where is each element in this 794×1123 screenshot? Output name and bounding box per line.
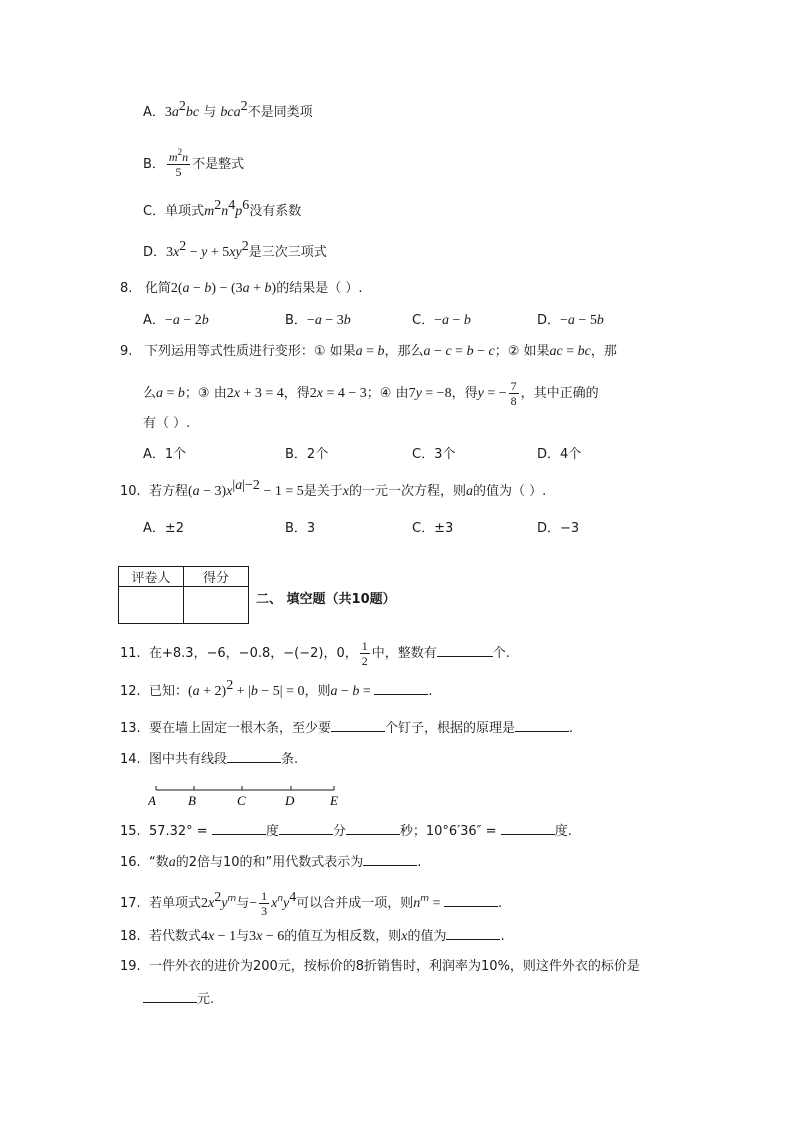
- section-2-title: 二、 填空题（共10题）: [256, 592, 396, 607]
- q15-degree-blank-2[interactable]: [501, 821, 555, 835]
- question-9-line3: 有（ ）.: [143, 416, 191, 431]
- question-19-line2: 元.: [143, 989, 214, 1009]
- score-table: [118, 566, 249, 624]
- q18-answer-blank[interactable]: [446, 926, 500, 940]
- score-table-reviewer-cell[interactable]: [119, 587, 184, 624]
- q9-option-b[interactable]: B．2个: [285, 447, 329, 462]
- q10-option-d[interactable]: D．−3: [537, 521, 580, 536]
- segment-diagram: [148, 780, 348, 810]
- fraction-7-over-8: $\frac{7}{8}$: [510, 379, 517, 408]
- question-14: 14. 图中共有线段 条.: [120, 749, 298, 769]
- q15-degree-blank[interactable]: [212, 821, 266, 835]
- point-label-a: A: [148, 793, 156, 808]
- score-table-reviewer-header: 评卷人: [119, 567, 184, 587]
- question-18: 18. 若代数式4x − 1与3x − 6的值互为相反数，则x的值为 .: [120, 926, 505, 946]
- q15-minute-blank[interactable]: [279, 821, 333, 835]
- q19-answer-blank[interactable]: [143, 989, 197, 1003]
- q9-option-d[interactable]: D．4个: [537, 447, 582, 462]
- fraction-1-over-3: $\frac{1}{3}$: [261, 889, 268, 918]
- question-16: 16. “数a的2倍与10的和”用代数式表示为 .: [120, 852, 421, 872]
- point-label-b: B: [188, 793, 196, 808]
- q10-option-b[interactable]: B．3: [285, 521, 316, 536]
- question-12: 12. 已知：$(a + 2)^2 + |b - 5| = 0$，则a − b = .: [120, 678, 433, 699]
- q15-second-blank[interactable]: [346, 821, 400, 835]
- q7-option-a: A．$3a^2bc$ 与 bca$^2$不是同类项: [143, 99, 313, 120]
- fraction-1-over-2: $\frac{1}{2}$: [361, 639, 368, 668]
- q12-answer-blank[interactable]: [374, 681, 428, 695]
- question-11: 11. 在+8.3，−6，−0.8，−(−2)，0， $\frac{1}{2}$ 中，整数有 个.: [120, 639, 510, 668]
- score-table-score-cell[interactable]: [184, 587, 249, 624]
- question-17: 17. 若单项式$2x^2y^m$与− $\frac{1}{3}$ $x^ny^4$可以合并成一项，则$n^m$ = .: [120, 889, 503, 918]
- q10-option-a[interactable]: A．±2: [143, 521, 185, 536]
- q16-answer-blank[interactable]: [363, 852, 417, 866]
- q17-answer-blank[interactable]: [444, 893, 498, 907]
- fraction-m2n-over-5: $\frac{m^2n}{5}$: [168, 147, 189, 179]
- point-label-e: E: [330, 793, 338, 808]
- q14-answer-blank[interactable]: [227, 749, 281, 763]
- q8-option-d[interactable]: D．−a − 5b: [537, 313, 604, 328]
- question-8: 8. 化简2(a − b) − (3a + b)的结果是（ ）.: [120, 281, 363, 296]
- q11-answer-blank[interactable]: [437, 643, 493, 657]
- point-label-c: C: [237, 793, 246, 808]
- question-9-line2: 么a = b；③ 由2x + 3 = 4，得2x = 4 − 3；④ 由7y = −8，得y = − $\frac{7}{8}$ ，其中正确的: [143, 379, 599, 408]
- q7-option-d: D．$3x^2 - y + 5xy^2$是三次三项式: [143, 239, 327, 260]
- q13-answer-blank-2[interactable]: [515, 718, 569, 732]
- q10-option-c[interactable]: C．±3: [412, 521, 454, 536]
- question-19-line1: 19. 一件外衣的进价为200元，按标价的8折销售时，利润率为10%，则这件外衣的标价是: [120, 959, 640, 974]
- q13-answer-blank-1[interactable]: [331, 718, 385, 732]
- q8-option-b[interactable]: B．−a − 3b: [285, 313, 351, 328]
- question-13: 13. 要在墙上固定一根木条，至少要 个钉子，根据的原理是 .: [120, 718, 573, 738]
- q8-option-c[interactable]: C．−a − b: [412, 313, 471, 328]
- question-9-line1: 9. 下列运用等式性质进行变形：① 如果a = b，那么a − c = b − c；② 如果ac = bc，那: [120, 344, 617, 359]
- q9-option-a[interactable]: A．1个: [143, 447, 187, 462]
- q8-option-a[interactable]: A．−a − 2b: [143, 313, 209, 328]
- score-table-score-header: 得分: [184, 567, 249, 587]
- q9-option-c[interactable]: C．3个: [412, 447, 456, 462]
- q7-option-b: B． $\frac{m^2n}{5}$ 不是整式: [143, 147, 245, 179]
- q7-option-c: C．单项式$m^2n^4p^6$没有系数: [143, 198, 302, 219]
- question-15: 15. 57.32° = 度 分 秒；10°6′36″ = 度.: [120, 821, 572, 841]
- question-10: 10. 若方程$(a - 3)x^{|a|-2} - 1 = 5$是关于x的一元一次方程，则a的值为（ ）.: [120, 478, 547, 499]
- point-label-d: D: [285, 793, 295, 808]
